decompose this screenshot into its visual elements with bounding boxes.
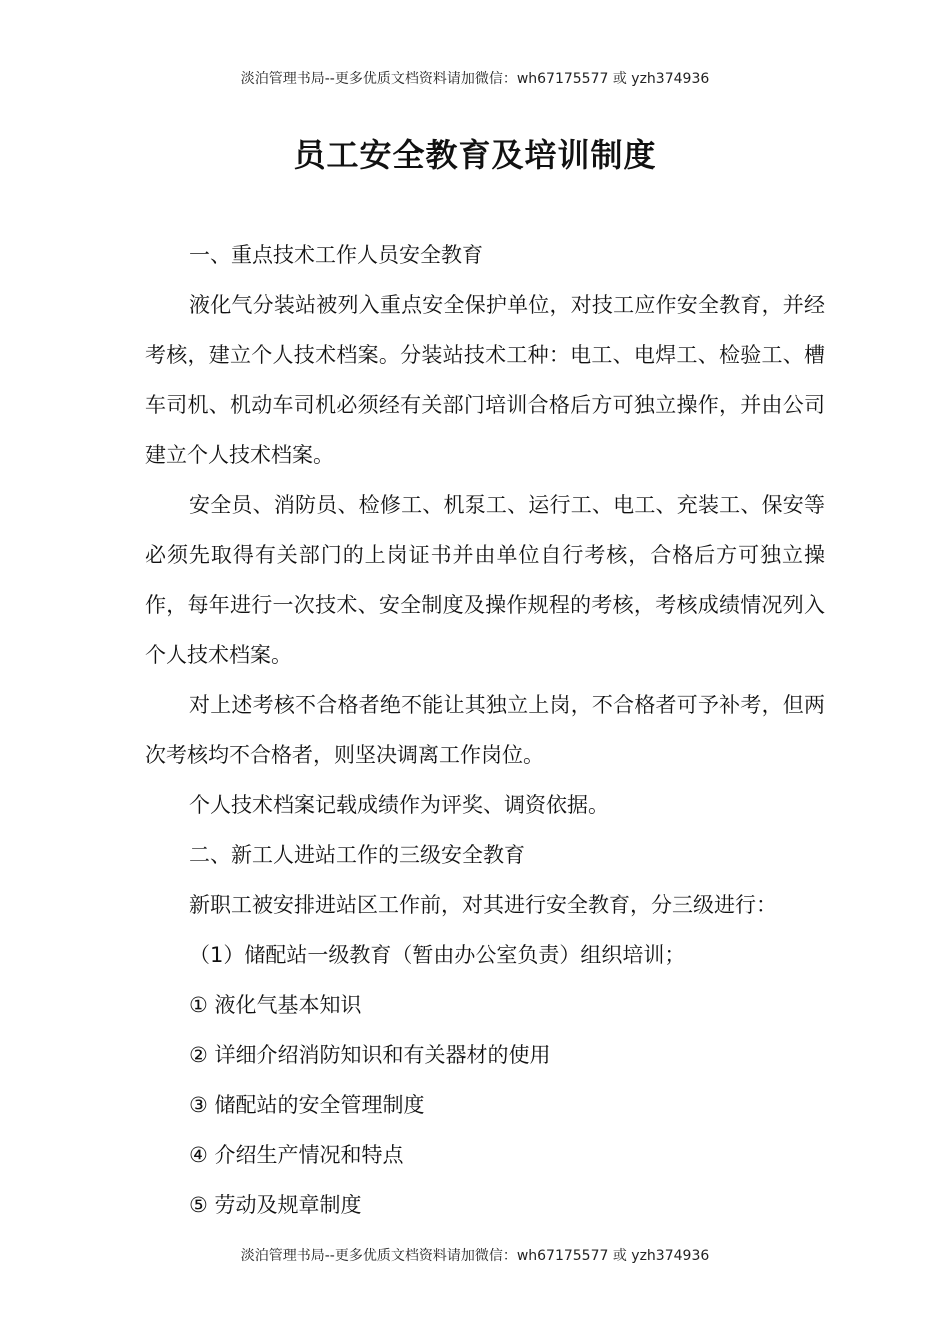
list-item: ② 详细介绍消防知识和有关器材的使用 <box>189 1043 551 1067</box>
list-item: ⑤ 劳动及规章制度 <box>189 1193 362 1217</box>
body-paragraph: 新职工被安排进站区工作前，对其进行安全教育，分三级进行： <box>189 893 777 917</box>
body-paragraph: 个人技术档案记载成绩作为评奖、调资依据。 <box>189 793 609 817</box>
document-body <box>145 230 825 1230</box>
section-heading-1: 一、重点技术工作人员安全教育 <box>189 243 483 267</box>
body-paragraph: 液化气分装站被列入重点安全保护单位，对技工应作安全教育，并经考核，建立个人技术档案。分装站技术工种：电工、电焊工、检验工、槽车司机、机动车司机必须经有关部门培训合格后方可独立操作，并由公司建立个人技术档案。 <box>145 293 825 467</box>
section-heading-2: 二、新工人进站工作的三级安全教育 <box>189 843 525 867</box>
body-paragraph: 对上述考核不合格者绝不能让其独立上岗，不合格者可予补考，但两次考核均不合格者，则坚决调离工作岗位。 <box>145 693 825 767</box>
page-header: 淡泊管理书局--更多优质文档资料请加微信：wh67175577 或 yzh374936 <box>240 71 710 87</box>
list-item: ④ 介绍生产情况和特点 <box>189 1143 404 1167</box>
list-item: ③ 储配站的安全管理制度 <box>189 1093 425 1117</box>
sub-heading: （1）储配站一级教育（暂由办公室负责）组织培训； <box>189 943 686 967</box>
body-paragraph: 安全员、消防员、检修工、机泵工、运行工、电工、充装工、保安等必须先取得有关部门的上岗证书并由单位自行考核，合格后方可独立操作，每年进行一次技术、安全制度及操作规程的考核，考核成绩情况列入个人技术档案。 <box>145 493 825 667</box>
document-title: 员工安全教育及培训制度 <box>293 136 657 174</box>
page-footer: 淡泊管理书局--更多优质文档资料请加微信：wh67175577 或 yzh374936 <box>240 1248 710 1264</box>
list-item: ① 液化气基本知识 <box>189 993 362 1017</box>
